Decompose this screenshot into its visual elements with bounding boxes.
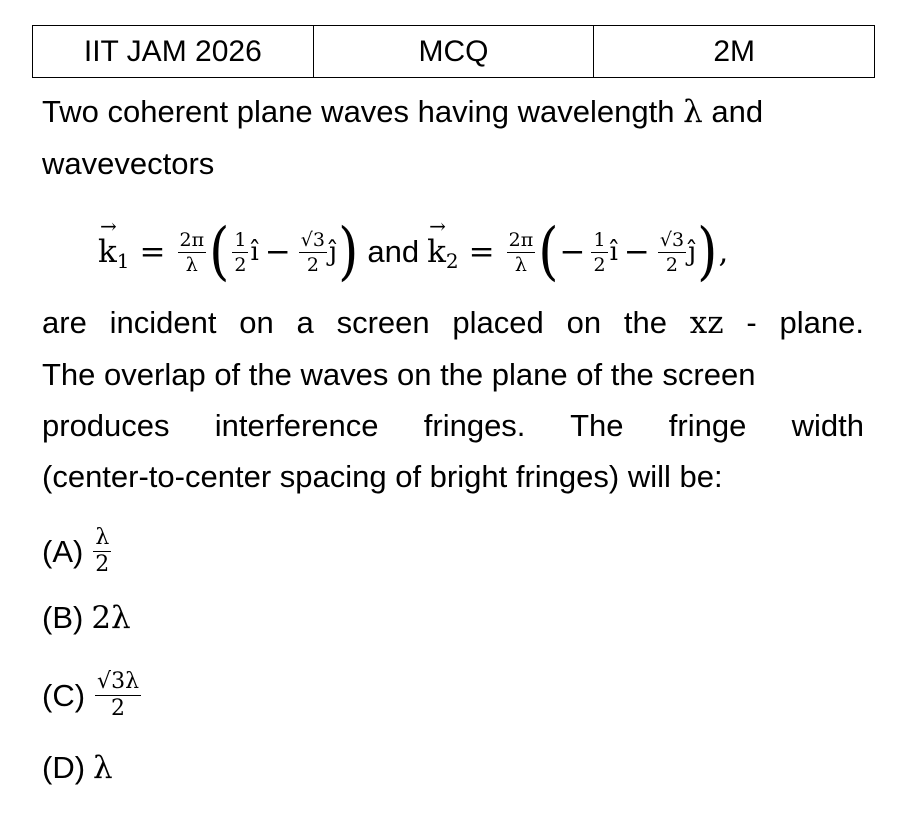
k1-vector: → k <box>98 234 117 270</box>
root3-fraction: $\frac{√3}{2}$ <box>300 228 325 276</box>
option-b[interactable]: (B) 2λ <box>42 600 131 636</box>
half-fraction-2: $\frac{1}{2}$ <box>593 228 606 276</box>
k2-vector: → k <box>427 234 446 270</box>
question-type-cell: MCQ <box>313 26 594 78</box>
wavevector-equation: → k 1 = $\frac{2\pi}{\lambda}$ ( $\frac{1}{2}$ î − $\frac{√3}{2}$ ĵ ) and → k 2 = $\frac{2\pi}{\lambda}$ ( − $\frac{1}{2}$ î − $\frac{√3}{2}$ ĵ ) , <box>98 212 728 292</box>
option-a[interactable]: (A) $\frac{\lambda}{2}$ <box>42 525 110 577</box>
question-line-3: are incident on a screen placed on the xz - plane. <box>42 305 864 341</box>
question-line-1: Two coherent plane waves having wavelength λ and <box>42 94 764 130</box>
question-line-5: produces interference fringes. The fringe width <box>42 408 864 443</box>
option-c[interactable]: (C) $\frac{√3\lambda}{2}$ <box>42 669 140 721</box>
prefactor-fraction: $\frac{2\pi}{\lambda}$ <box>179 228 205 276</box>
half-fraction: $\frac{1}{2}$ <box>234 228 247 276</box>
option-d[interactable]: (D) λ <box>42 750 113 786</box>
root3-fraction-2: $\frac{√3}{2}$ <box>659 228 685 276</box>
option-a-fraction: $\frac{\lambda}{2}$ <box>95 525 110 577</box>
question-line-2: wavevectors <box>42 146 215 181</box>
question-line-6: (center-to-center spacing of bright fringes) will be: <box>42 459 723 494</box>
marks-cell: 2M <box>594 26 875 78</box>
prefactor-fraction-2: $\frac{2\pi}{\lambda}$ <box>508 228 534 276</box>
option-c-fraction: $\frac{√3\lambda}{2}$ <box>97 669 140 721</box>
exam-name-cell: IIT JAM 2026 <box>33 26 314 78</box>
question-line-4: The overlap of the waves on the plane of the screen <box>42 357 756 392</box>
question-header-table <box>32 25 875 78</box>
